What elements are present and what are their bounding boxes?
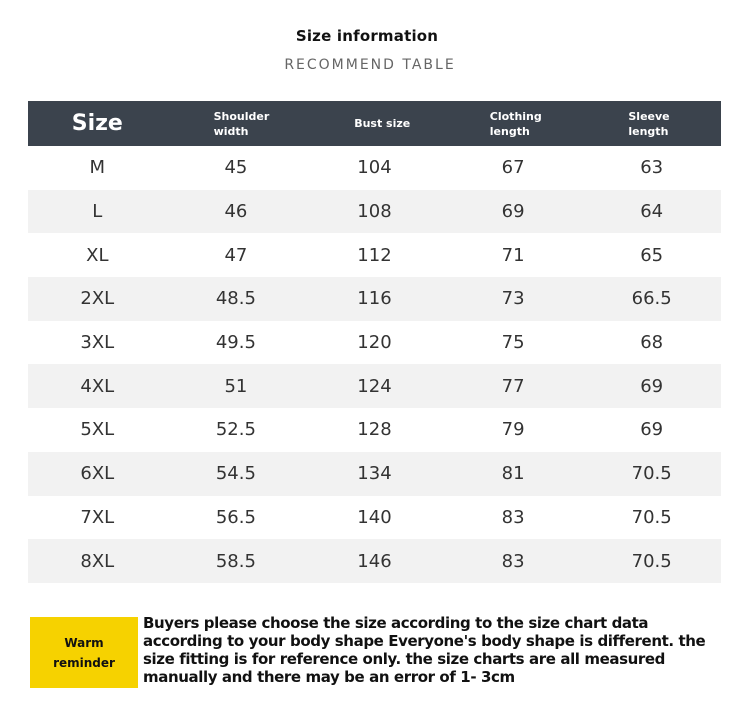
sleeve-length-cell: 65 xyxy=(640,244,664,266)
bust-size-cell: 112 xyxy=(357,244,392,266)
shoulder-width-cell: 48.5 xyxy=(215,288,256,310)
shoulder-width-cell: 47 xyxy=(224,244,248,266)
table-row xyxy=(28,408,721,452)
clothing-length-cell: 83 xyxy=(501,506,525,528)
size-cell: 3XL xyxy=(80,332,115,354)
bust-size-cell: 104 xyxy=(357,157,392,179)
shoulder-width-cell: 54.5 xyxy=(215,463,256,485)
clothing-length-cell: 79 xyxy=(501,419,525,441)
size-table xyxy=(28,101,721,583)
bust-size-cell: 128 xyxy=(357,419,392,441)
table-row xyxy=(28,321,721,365)
clothing-length-cell: 77 xyxy=(501,375,525,397)
size-cell: 2XL xyxy=(80,288,115,310)
column-header-shoulder-width: Shoulder width xyxy=(213,109,270,138)
column-header-size: Size xyxy=(71,111,123,136)
table-row xyxy=(28,539,721,583)
shoulder-width-cell: 56.5 xyxy=(215,506,256,528)
table-row xyxy=(28,452,721,496)
bust-size-cell: 124 xyxy=(357,375,392,397)
clothing-length-cell: 67 xyxy=(501,157,525,179)
sleeve-length-cell: 70.5 xyxy=(631,506,672,528)
reminder-text: Buyers please choose the size according to the size chart data according to your body shape Everyone's body shape is different. the size fitting is for reference only. the size charts are all measured manually and there may be an error of 1- 3cm xyxy=(143,614,706,686)
sleeve-length-cell: 69 xyxy=(640,375,664,397)
sleeve-length-cell: 69 xyxy=(640,419,664,441)
sleeve-length-cell: 64 xyxy=(640,201,664,223)
sleeve-length-cell: 70.5 xyxy=(631,463,672,485)
clothing-length-cell: 83 xyxy=(501,550,525,572)
bust-size-cell: 116 xyxy=(357,288,392,310)
size-cell: 5XL xyxy=(80,419,115,441)
badge-line-2: reminder xyxy=(53,655,115,670)
bust-size-cell: 140 xyxy=(357,506,392,528)
badge-line-1: Warm xyxy=(64,635,104,650)
bust-size-cell: 134 xyxy=(357,463,392,485)
sleeve-length-cell: 70.5 xyxy=(631,550,672,572)
shoulder-width-cell: 49.5 xyxy=(215,332,256,354)
size-cell: L xyxy=(92,201,103,223)
table-row xyxy=(28,146,721,190)
warm-reminder-badge xyxy=(30,617,138,688)
column-header-bust-size: Bust size xyxy=(354,117,411,130)
bust-size-cell: 146 xyxy=(357,550,392,572)
page-title: Size information xyxy=(295,27,439,45)
size-cell: M xyxy=(89,157,106,179)
page-subtitle: RECOMMEND TABLE xyxy=(284,57,456,73)
column-header-clothing-length: Clothing length xyxy=(489,109,542,138)
shoulder-width-cell: 51 xyxy=(224,375,248,397)
clothing-length-cell: 75 xyxy=(501,332,525,354)
sleeve-length-cell: 68 xyxy=(640,332,664,354)
column-header-sleeve-length: Sleeve length xyxy=(628,109,670,138)
shoulder-width-cell: 46 xyxy=(224,201,248,223)
shoulder-width-cell: 52.5 xyxy=(215,419,256,441)
clothing-length-cell: 73 xyxy=(501,288,525,310)
table-row xyxy=(28,496,721,540)
sleeve-length-cell: 66.5 xyxy=(631,288,672,310)
bust-size-cell: 120 xyxy=(357,332,392,354)
table-row xyxy=(28,190,721,234)
shoulder-width-cell: 58.5 xyxy=(215,550,256,572)
size-cell: 7XL xyxy=(80,506,115,528)
size-cell: 8XL xyxy=(80,550,115,572)
size-cell: 4XL xyxy=(80,375,115,397)
table-header-row xyxy=(28,101,721,146)
sleeve-length-cell: 63 xyxy=(640,157,664,179)
size-cell: XL xyxy=(86,244,109,266)
table-row xyxy=(28,233,721,277)
bust-size-cell: 108 xyxy=(357,201,392,223)
table-row xyxy=(28,277,721,321)
clothing-length-cell: 71 xyxy=(501,244,525,266)
clothing-length-cell: 81 xyxy=(501,463,525,485)
size-cell: 6XL xyxy=(80,463,115,485)
clothing-length-cell: 69 xyxy=(501,201,525,223)
table-row xyxy=(28,364,721,408)
shoulder-width-cell: 45 xyxy=(224,157,248,179)
